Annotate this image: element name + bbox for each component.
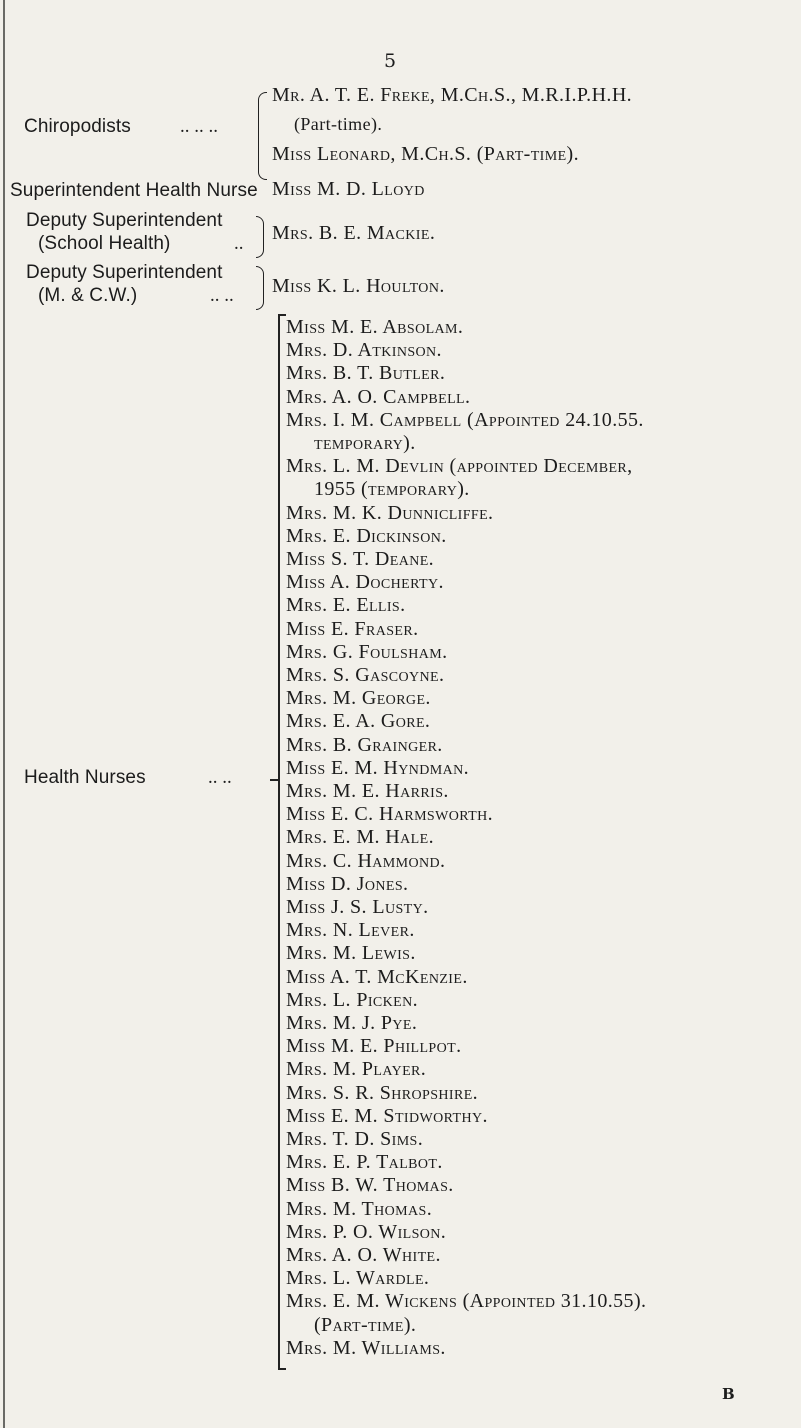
health-nurse-entry: Miss M. E. Phillpot. [286,1035,462,1058]
health-nurse-entry: Mrs. E. Dickinson. [286,524,447,547]
nurses-brace-point [270,779,280,781]
health-nurse-entry: (Part-time). [314,1313,417,1336]
health-nurse-entry: Mrs. E. P. Talbot. [286,1151,443,1174]
chiropodist-line: (Part-time). [294,114,383,134]
health-nurse-entry: Mrs. E. Ellis. [286,594,406,617]
health-nurse-entry: Miss J. S. Lusty. [286,896,429,918]
chiropodists-brace [258,92,267,180]
health-nurse-entry: Mrs. E. M. Wickens (Appointed 31.10.55). [286,1290,647,1313]
deputy-mcw-name: Miss K. L. Houlton. [272,275,445,297]
health-nurse-entry: Mrs. B. Grainger. [286,733,443,756]
deputy-mcw-brace [256,266,264,310]
health-nurse-entry: Miss M. E. Absolam. [286,316,464,338]
health-nurse-entry: Miss S. T. Deane. [286,548,435,570]
health-nurse-entry: Miss E. M. Hyndman. [286,756,470,779]
chiropodists-leader: .. .. .. [180,116,218,137]
binding-edge [3,0,5,1428]
page-number: 5 [384,50,397,72]
health-nurse-entry: Mrs. G. Foulsham. [286,640,448,663]
health-nurse-entry: Miss E. Fraser. [286,617,419,640]
superintendent-label: Superintendent Health Nurse [10,180,258,201]
deputy-school-brace [256,216,264,258]
deputy-mcw-label-line2: (M. & C.W.) [38,285,138,306]
chiropodists-label: Chiropodists [24,116,131,137]
health-nurse-entry: Mrs. E. A. Gore. [286,710,431,733]
health-nurse-entry: Mrs. E. M. Hale. [286,826,434,849]
health-nurse-entry: Miss A. T. McKenzie. [286,965,468,988]
health-nurse-entry: Mrs. P. O. Wilson. [286,1220,447,1243]
deputy-school-label-line2: (School Health) [38,233,171,254]
health-nurse-entry: Miss E. C. Harmsworth. [286,803,493,826]
health-nurse-entry: Miss A. Docherty. [286,571,444,594]
health-nurse-entry: Mrs. M. Williams. [286,1336,446,1359]
superintendent-name: Miss M. D. Lloyd [272,178,425,200]
health-nurse-entry: Mrs. B. T. Butler. [286,362,446,385]
health-nurses-leader: .. .. [208,767,232,788]
health-nurse-entry: Mrs. A. O. White. [286,1244,441,1266]
health-nurse-entry: Mrs. M. Player. [286,1058,427,1081]
health-nurse-entry: Mrs. S. R. Shropshire. [286,1081,479,1104]
health-nurse-entry: Mrs. S. Gascoyne. [286,664,445,686]
nurses-brace [278,314,280,1370]
health-nurse-entry: Mrs. C. Hammond. [286,849,446,872]
health-nurse-entry: Mrs. N. Lever. [286,919,415,942]
health-nurse-entry: Miss D. Jones. [286,872,409,895]
deputy-school-leader: .. [234,233,244,254]
health-nurse-entry: temporary). [314,432,416,454]
health-nurse-entry: Mrs. A. O. Campbell. [286,385,471,408]
health-nurse-entry: Mrs. M. George. [286,687,431,710]
health-nurse-entry: Mrs. M. J. Pye. [286,1012,418,1034]
health-nurse-entry: Miss B. W. Thomas. [286,1174,454,1197]
health-nurse-entry: Mrs. L. Picken. [286,988,419,1011]
health-nurse-entry: Mrs. D. Atkinson. [286,339,442,362]
health-nurse-entry: Mrs. M. Lewis. [286,942,416,965]
nurses-brace-bottom [278,1368,286,1370]
deputy-mcw-leader: .. .. [210,285,234,306]
health-nurse-entry: Mrs. L. Wardle. [286,1267,430,1290]
deputy-school-name: Mrs. B. E. Mackie. [272,222,436,244]
deputy-mcw-label-line1: Deputy Superintendent [26,262,223,283]
health-nurse-entry: Mrs. T. D. Sims. [286,1128,424,1150]
health-nurse-entry: Mrs. M. Thomas. [286,1197,433,1220]
health-nurse-entry: Mrs. M. K. Dunnicliffe. [286,501,494,524]
chiropodist-line: Miss Leonard, M.Ch.S. (Part-time). [272,143,579,165]
health-nurse-entry: 1955 (temporary). [314,478,470,501]
signature-mark: B [722,1385,735,1403]
health-nurse-entry: Miss E. M. Stidworthy. [286,1104,488,1127]
health-nurses-label: Health Nurses [24,767,146,788]
deputy-school-label-line1: Deputy Superintendent [26,210,223,231]
health-nurse-entry: Mrs. M. E. Harris. [286,780,449,802]
health-nurse-entry: Mrs. I. M. Campbell (Appointed 24.10.55. [286,408,644,431]
health-nurse-entry: Mrs. L. M. Devlin (appointed December, [286,455,633,478]
chiropodist-line: Mr. A. T. E. Freke, M.Ch.S., M.R.I.P.H.H. [272,84,633,106]
